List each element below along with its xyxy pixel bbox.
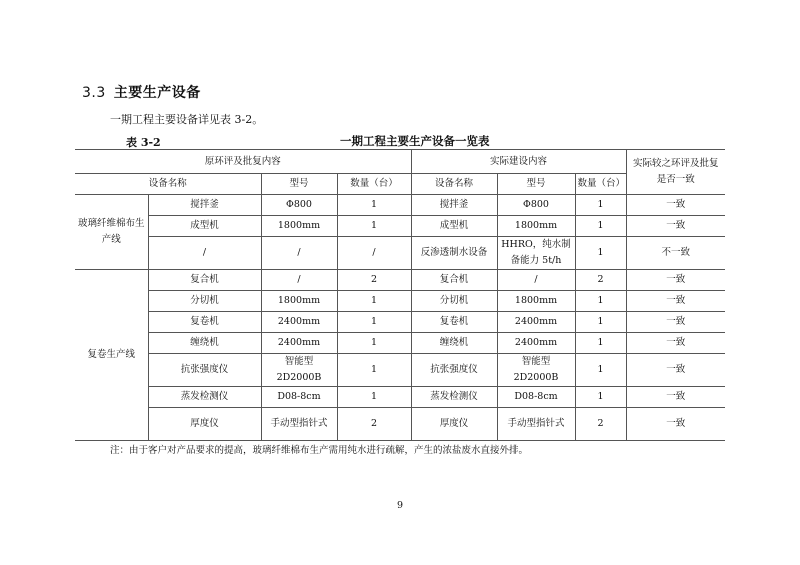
cell-actual-name: 蒸发检测仪 [411, 387, 497, 408]
cell-original-qty: / [337, 237, 411, 270]
cell-original-name: 成型机 [148, 216, 261, 237]
intro-paragraph: 一期工程主要设备详见表 3-2。 [110, 113, 264, 126]
equipment-table [75, 149, 725, 441]
cell-actual-qty: 1 [575, 387, 626, 408]
cell-original-name: 缠绕机 [148, 333, 261, 354]
cell-actual-qty: 1 [575, 216, 626, 237]
cell-compare: 一致 [626, 333, 725, 354]
cell-original-name: 蒸发检测仪 [148, 387, 261, 408]
cell-actual-name: 搅拌釜 [411, 195, 497, 216]
cell-actual-name: 反渗透制水设备 [411, 237, 497, 270]
cell-compare: 一致 [626, 387, 725, 408]
table-title: 一期工程主要生产设备一览表 [340, 134, 490, 148]
cell-actual-qty: 1 [575, 354, 626, 387]
cell-original-model: 手动型指针式 [261, 408, 337, 441]
table-note: 注：由于客户对产品要求的提高，玻璃纤维棉布生产需用纯水进行疏解，产生的浓盐废水直接外排。 [110, 445, 529, 456]
table-row [75, 270, 725, 291]
cell-actual-name: 缠绕机 [411, 333, 497, 354]
cell-original-qty: 1 [337, 312, 411, 333]
cell-actual-qty: 1 [575, 333, 626, 354]
col-header-qty-actual: 数量（台） [575, 174, 626, 195]
cell-actual-name: 复卷机 [411, 312, 497, 333]
cell-original-name: 厚度仪 [148, 408, 261, 441]
cell-compare: 一致 [626, 216, 725, 237]
group-header-original: 原环评及批复内容 [75, 150, 411, 174]
cell-compare: 不一致 [626, 237, 725, 270]
table-row [75, 333, 725, 354]
cell-actual-name: 复合机 [411, 270, 497, 291]
table-group-header-row [75, 150, 725, 174]
cell-actual-model: D08-8cm [497, 387, 575, 408]
table-row [75, 312, 725, 333]
cell-actual-model: 1800mm [497, 216, 575, 237]
cell-original-qty: 1 [337, 195, 411, 216]
cell-actual-qty: 1 [575, 291, 626, 312]
cell-original-model: D08-8cm [261, 387, 337, 408]
cell-original-model: 1800mm [261, 216, 337, 237]
cell-actual-qty: 1 [575, 237, 626, 270]
cell-actual-name: 成型机 [411, 216, 497, 237]
table-number: 表 3-2 [126, 136, 161, 149]
cell-original-qty: 1 [337, 216, 411, 237]
page-number: 9 [396, 500, 404, 511]
table-row [75, 195, 725, 216]
cell-original-qty: 1 [337, 333, 411, 354]
cell-original-model: 2400mm [261, 333, 337, 354]
table-row [75, 216, 725, 237]
cell-compare: 一致 [626, 312, 725, 333]
section-number: 3.3 [82, 85, 106, 101]
table-row [75, 237, 725, 270]
cell-original-model: 2400mm [261, 312, 337, 333]
cell-actual-name: 抗张强度仪 [411, 354, 497, 387]
table-row [75, 387, 725, 408]
section-title: 主要生产设备 [113, 85, 201, 101]
cell-actual-qty: 1 [575, 195, 626, 216]
cell-compare: 一致 [626, 291, 725, 312]
cell-actual-model: 手动型指针式 [497, 408, 575, 441]
col-header-name-actual: 设备名称 [411, 174, 497, 195]
cell-actual-model: 2400mm [497, 312, 575, 333]
cell-actual-name: 厚度仪 [411, 408, 497, 441]
cell-original-qty: 1 [337, 387, 411, 408]
cell-original-model: Φ800 [261, 195, 337, 216]
cell-original-name: 复卷机 [148, 312, 261, 333]
cell-compare: 一致 [626, 354, 725, 387]
line-label-glass-fiber: 玻璃纤维棉布生产线 [75, 195, 148, 270]
cell-original-qty: 1 [337, 354, 411, 387]
cell-original-name: 抗张强度仪 [148, 354, 261, 387]
section-heading [82, 82, 201, 102]
cell-original-qty: 2 [337, 270, 411, 291]
cell-actual-model: HHRO，纯水制备能力 5t/h [497, 237, 575, 270]
cell-original-name: / [148, 237, 261, 270]
cell-original-qty: 2 [337, 408, 411, 441]
cell-original-model: / [261, 270, 337, 291]
col-header-qty: 数量（台） [337, 174, 411, 195]
cell-actual-name: 分切机 [411, 291, 497, 312]
cell-compare: 一致 [626, 270, 725, 291]
cell-actual-model: 智能型2D2000B [497, 354, 575, 387]
cell-original-model: 智能型2D2000B [261, 354, 337, 387]
cell-actual-qty: 1 [575, 312, 626, 333]
cell-actual-qty: 2 [575, 408, 626, 441]
cell-original-model: 1800mm [261, 291, 337, 312]
cell-original-qty: 1 [337, 291, 411, 312]
cell-original-name: 搅拌釜 [148, 195, 261, 216]
cell-original-name: 分切机 [148, 291, 261, 312]
table-row [75, 291, 725, 312]
cell-actual-model: / [497, 270, 575, 291]
compare-header: 实际较之环评及批复是否一致 [626, 150, 725, 195]
cell-compare: 一致 [626, 195, 725, 216]
cell-actual-model: 2400mm [497, 333, 575, 354]
cell-actual-qty: 2 [575, 270, 626, 291]
group-header-actual: 实际建设内容 [411, 150, 626, 174]
col-header-model-actual: 型号 [497, 174, 575, 195]
table-row [75, 354, 725, 387]
cell-compare: 一致 [626, 408, 725, 441]
table-row [75, 408, 725, 441]
col-header-name: 设备名称 [75, 174, 261, 195]
col-header-model: 型号 [261, 174, 337, 195]
cell-original-name: 复合机 [148, 270, 261, 291]
cell-actual-model: Φ800 [497, 195, 575, 216]
line-label-rewinding: 复卷生产线 [75, 270, 148, 441]
cell-original-model: / [261, 237, 337, 270]
cell-actual-model: 1800mm [497, 291, 575, 312]
